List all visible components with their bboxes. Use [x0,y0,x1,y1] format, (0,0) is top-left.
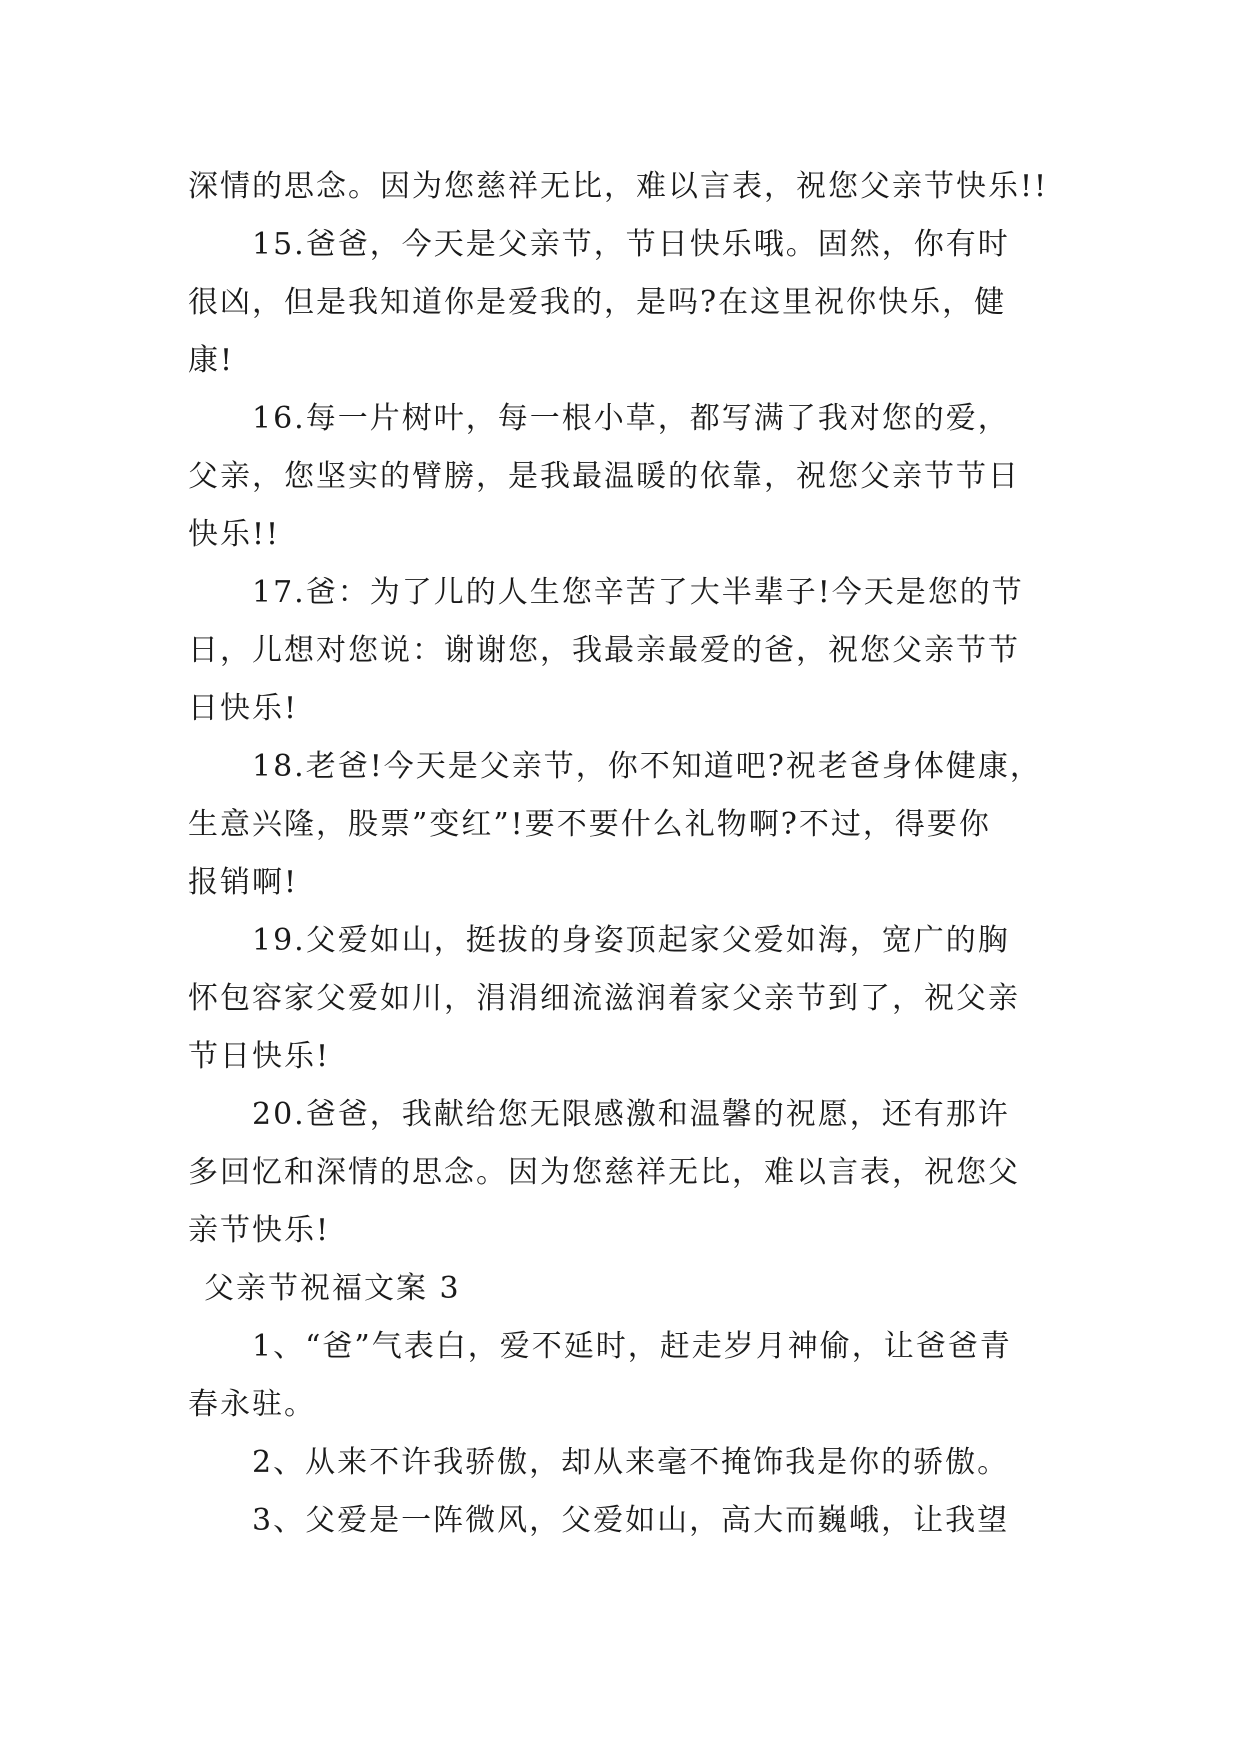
text-line: 1、“爸”气表白，爱不延时，赶走岁月神偷，让爸爸青 [252,1329,1012,1364]
text-line: 20.爸爸，我献给您无限感激和温馨的祝愿，还有那许 [252,1097,1010,1132]
text-line: 19.父爱如山，挺拔的身姿顶起家父爱如海，宽广的胸 [252,923,1010,958]
text-line: 很凶，但是我知道你是爱我的，是吗?在这里祝你快乐，健 [188,285,1007,320]
paragraph [188,158,1068,216]
paragraph [188,216,1068,390]
text-line: 日快乐! [188,691,299,726]
paragraph [188,1492,1068,1550]
text-line: 怀包容家父爱如川，涓涓细流滋润着家父亲节到了，祝父亲 [188,981,1020,1016]
text-line: 快乐!! [188,517,281,552]
text-line: 父亲，您坚实的臂膀，是我最温暖的依靠，祝您父亲节节日 [188,459,1020,494]
section-heading [188,1260,1068,1318]
text-line: 2、从来不许我骄傲，却从来毫不掩饰我是你的骄傲。 [252,1445,1010,1480]
text-line: 17.爸：为了儿的人生您辛苦了大半辈子!今天是您的节 [252,575,1024,610]
text-line: 15.爸爸，今天是父亲节，节日快乐哦。固然，你有时 [252,227,1010,262]
paragraph [188,564,1068,738]
text-line: 3、父爱是一阵微风，父爱如山，高大而巍峨，让我望 [252,1503,1010,1538]
text-line: 节日快乐! [188,1039,331,1074]
paragraph [188,390,1068,564]
paragraph [188,1318,1068,1434]
paragraph [188,912,1068,1086]
text-line: 亲节快乐! [188,1213,331,1248]
text-line: 多回忆和深情的思念。因为您慈祥无比，难以言表，祝您父 [188,1155,1020,1190]
section-heading-text: 父亲节祝福文案 3 [204,1271,461,1306]
document-body [188,158,1068,1550]
text-line: 报销啊! [188,865,299,900]
text-line: 16.每一片树叶，每一根小草，都写满了我对您的爱， [252,401,1010,436]
text-line: 生意兴隆，股票”变红”!要不要什么礼物啊?不过，得要你 [188,807,991,842]
text-line: 春永驻。 [188,1387,316,1422]
text-line: 深情的思念。因为您慈祥无比，难以言表，祝您父亲节快乐!! [188,169,1049,204]
paragraph [188,1086,1068,1260]
text-line: 日，儿想对您说：谢谢您，我最亲最爱的爸，祝您父亲节节 [188,633,1020,668]
paragraph [188,1434,1068,1492]
paragraph [188,738,1068,912]
text-line: 康! [188,343,235,378]
text-line: 18.老爸!今天是父亲节，你不知道吧?祝老爸身体健康， [252,749,1042,784]
